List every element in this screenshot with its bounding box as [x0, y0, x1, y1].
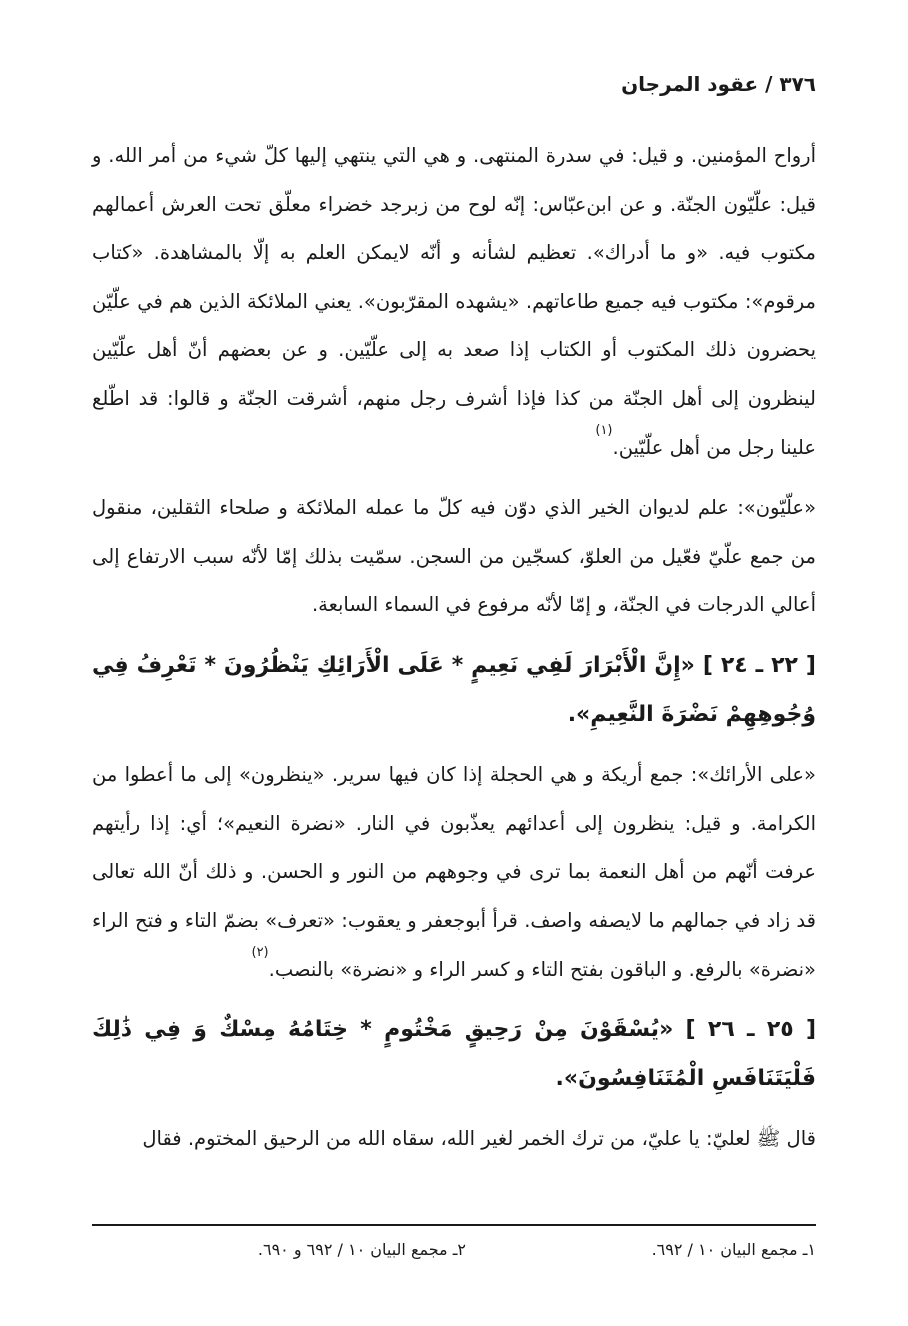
footnote-1: ١ـ مجمع البيان ١٠ / ٦٩٢. — [651, 1240, 816, 1259]
page-body — [92, 132, 816, 1176]
footnote-ref-2[interactable]: (٢) — [251, 944, 269, 960]
footnote-ref-1[interactable]: (١) — [595, 422, 613, 438]
header-separator: / — [765, 72, 773, 96]
paragraph-2 — [92, 484, 816, 630]
quran-verse-22-24: [ ٢٢ ـ ٢٤ ] «إِنَّ الْأَبْرَارَ لَفِي نَعِيمٍ * عَلَى الْأَرَائِكِ يَنْظُرُونَ * تَعْرِفُ فِي وُجُوهِهِمْ نَضْرَةَ النَّعِيمِ». — [92, 652, 816, 727]
paragraph-2-text: «علّيّون»: علم لديوان الخير الذي دوّن فيه كلّ ما عمله الملائكة و صلحاء الثقلين، منقول من جمع علّيّ فعّيل من العلوّ، كسجّين من السجن. سمّيت بذلك إمّا لأنّه سبب الارتفاع إلى أعالي الدرجات في الجنّة، و إمّا لأنّه مرفوع في السماء السابعة. — [92, 496, 816, 617]
footnote-2: ٢ـ مجمع البيان ١٠ / ٦٩٢ و ٦٩٠. — [257, 1240, 466, 1259]
paragraph-1 — [92, 132, 816, 472]
footnote-divider — [92, 1224, 816, 1226]
paragraph-4-text: قال ﷺ لعليّ: يا عليّ، من ترك الخمر لغير الله، سقاه الله من الرحيق المختوم. فقال — [142, 1127, 816, 1151]
paragraph-1-text: أرواح المؤمنين. و قيل: في سدرة المنتهى. و هي التي ينتهي إليها كلّ شيء من أمر الله. و قيل: علّيّون الجنّة. و عن ابن‌عبّاس: إنّه لوح من زبرجد خضراء معلّق تحت العرش أعمالهم مكتوب فيه. «و ما أدراك». تعظيم لشأنه و أنّه لايمكن العلم به إلّا بالمشاهدة. «كتاب مرقوم»: مكتوب فيه جميع طاعاتهم. «يشهده المقرّبون». يعني الملائكة الذين هم في علّيّن يحضرون ذلك المكتوب أو الكتاب إذا صعد به إلى علّيّين. و عن بعضهم أنّ أهل علّيّين لينظرون إلى أهل الجنّة من كذا فإذا أشرف رجل منهم، أشرقت الجنّة و قالوا: قد اطّلع علينا رجل من أهل علّيّين. — [92, 144, 816, 459]
paragraph-3 — [92, 751, 816, 994]
page-header — [621, 72, 816, 96]
book-title: عقود المرجان — [621, 72, 759, 96]
paragraph-3-text: «على الأرائك»: جمع أريكة و هي الحجلة إذا كان فيها سرير. «ينظرون» إلى ما أعطوا من الكرامة. و قيل: ينظرون إلى أعدائهم يعذّبون في النار. «نضرة النعيم»؛ أي: إذا رأيتهم عرفت أنّهم من أهل النعمة بما ترى في وجوههم من النور و الحسن. و ذلك أنّ الله تعالى قد زاد في جمالهم ما لايصفه واصف. قرأ أبوجعفر و يعقوب: «تعرف» بضمّ التاء و فتح الراء «نضرة» بالرفع. و الباقون بفتح التاء و كسر الراء و «نضرة» بالنصب. — [92, 763, 816, 981]
paragraph-4 — [92, 1115, 816, 1164]
page-number: ٣٧٦ — [779, 72, 816, 96]
quran-verse-25-26: [ ٢٥ ـ ٢٦ ] «يُسْقَوْنَ مِنْ رَحِيقٍ مَخْتُومٍ * خِتَامُهُ مِسْكٌ وَ فِي ذَٰلِكَ فَلْيَتَنَافَسِ الْمُتَنَافِسُونَ». — [92, 1017, 817, 1091]
